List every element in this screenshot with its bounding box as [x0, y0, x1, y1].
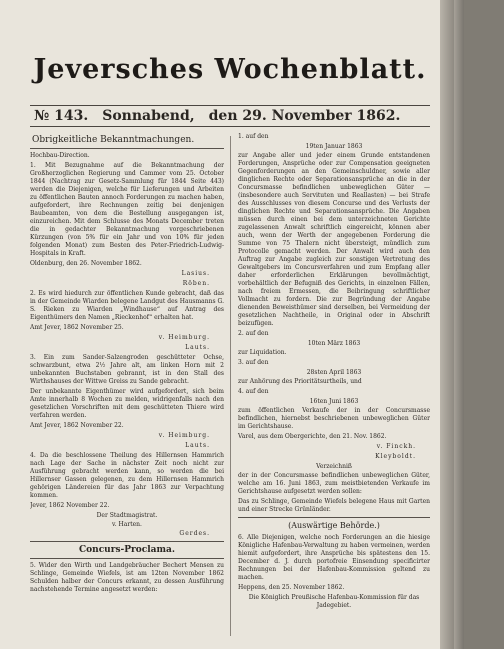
column-divider — [230, 136, 231, 636]
term-4-text: zum öffentlichen Verkaufe der in der Concursmasse befindlichen, hiernebst beschriebenen unbeweglichen Güter im Gerichtshause. — [238, 407, 430, 430]
issue-date: den 29. November 1862. — [208, 108, 401, 124]
section-heading: Obrigkeitliche Bekanntmachungen. — [30, 133, 224, 149]
notice-4-place: Jever, 1862 November 22. — [30, 502, 110, 509]
notice-3: 3. Ein zum Sander-Salzengroden geschütteter Ochse, schwarzbunt, etwa 2½ Jahre alt, am linken Horn mit 2 unbekannten Buchstaben gebrannt, ist in den Stall des Wirthshauses der Wittwe Greiss zu Sande gebracht. — [30, 354, 224, 385]
term-3-label: 3. auf den — [238, 359, 269, 366]
notice-1: 1. Mit Bezugnahme auf die Bekanntmachung der Großherzoglichen Regierung und Cammer vom 25. October 1844 (Nachtrag zur Gesetz-Sammlung für 1844 Seite 443) werden die Diejenigen, welche für Lieferungen und Arbeiten zu öffentlichen Bauten annoch Forderungen zu machen haben, aufgefordert, ihre Rechnungen zeitig bei denjenigen Baubeamten, von dem die Bestellung ausgegangen ist, einzureichen. Mit dem Schlusse des Monats December treten die in gedachter Bekanntmachung vorgeschriebenen Kürzungen (von 5% für ein Jahr und von 10% für jeden folgenden Monat) zum Besten des Peter-Friedrich-Ludwig-Hospitals in Kraft. — [30, 162, 224, 257]
term-2-date: 10ten März 1863 — [307, 340, 361, 347]
notice-3-head: Lauts. — [185, 344, 210, 351]
notice-3b: Der unbekannte Eigenthümer wird aufgefordert, sich beim Amte innerhalb 8 Wochen zu melden, widrigenfalls nach den gesetzlichen Vorschriften mit dem geschütteten Thiere wird verfahren werden. — [30, 388, 224, 419]
term-1-date: 19ten Januar 1863 — [305, 143, 363, 150]
notice-4-signature-3: Gerdes. — [179, 530, 210, 537]
court-signature-2: Kleyboldt. — [375, 453, 416, 460]
masthead-title: Jeversches Wochenblatt. — [33, 54, 427, 85]
inventory-text: der in der Concursmasse befindlichen unbeweglichen Güter, welche am 16. Juni 1863, zum meistbietenden Verkaufe im Gerichtshause aufgesetzt werden sollen: — [238, 472, 430, 495]
notice-2-place: Amt Jever, 1862 November 25. — [30, 324, 124, 331]
notice-4-signature-2: v. Harten. — [112, 521, 142, 528]
concurs-heading: Concurs-Proclama. — [30, 541, 224, 559]
inventory-heading: Verzeichniß — [316, 463, 352, 470]
term-3-date: 28sten April 1863 — [306, 369, 362, 376]
notice-6-signature: Die Königlich Preußische Hafenbau-Kommission für das Jadegebiet. — [248, 594, 420, 609]
right-column — [234, 133, 430, 638]
term-1-label: 1. auf den — [238, 133, 269, 140]
notice-3-place: Amt Jever, 1862 November 22. — [30, 422, 124, 429]
term-4-date: 16ten Juni 1863 — [309, 398, 359, 405]
left-column — [30, 133, 228, 638]
notice-5: 5. Wider den Wirth und Landgebräucher Bechert Mensen zu Schlinge, Gemeinde Wiefels, ist am 12ten November 1862 Schulden halber der Concurs erkannt, zu dessen Ausführung nachstehende Termine angesetzt werden: — [30, 562, 224, 593]
notice-4: 4. Da die beschlossene Theilung des Hillernsen Hammrich nach Lage der Sache in nächster Zeit noch nicht zur Ausführung gebracht werden kann, so werden die bei Hillernser Gassen gelegenen, zu dem Hillernsen Hammrich gehörigen Ländereien für das Jahr 1863 zur Verpachtung kommen. — [30, 452, 224, 499]
notice-4-signature-1: Der Stadtmagistrat. — [96, 512, 158, 519]
term-3-text: zur Anhörung des Prioritätsurtheils, und — [238, 378, 362, 385]
term-2-text: zur Liquidation. — [238, 349, 287, 356]
notice-2-signature: v. Heimburg. — [158, 334, 210, 341]
issue-line — [30, 105, 430, 127]
notice-1-place: Oldenburg, den 26. November 1862. — [30, 260, 142, 267]
issue-day: Sonnabend, — [102, 108, 195, 124]
p1-lead: Hochbau-Direction. — [30, 152, 90, 159]
page-edge-2 — [454, 0, 464, 649]
notice-4-head: Lauts. — [185, 442, 210, 449]
external-authority-heading: (Auswärtige Behörde.) — [238, 517, 430, 531]
notice-6-place: Heppens, den 25. November 1862. — [238, 584, 345, 591]
notice-2: 2. Es wird hiedurch zur öffentlichen Kunde gebracht, daß das in der Gemeinde Wiarden belegene Landgut des Hausmanns G. S. Rieken zu Wiarden „Windhause“ auf Antrag des Eigenthümers den Namen „Rieckenhof“ erhalten hat. — [30, 290, 224, 321]
notice-2-head: Röben. — [182, 280, 210, 287]
notice-1-signature: Lasius. — [181, 270, 210, 277]
court-place: Varel, aus dem Obergerichte, den 21. Nov. 1862. — [238, 433, 387, 440]
term-4-label: 4. auf den — [238, 388, 269, 395]
term-2-label: 2. auf den — [238, 330, 269, 337]
inventory-item: Das zu Schlinge, Gemeinde Wiefels belegene Haus mit Garten und einer Strecke Grünländer. — [238, 498, 430, 513]
issue-number: № 143. — [34, 108, 89, 124]
court-signature-1: v. Finckh. — [376, 443, 416, 450]
notice-6: 6. Alle Diejenigen, welche noch Forderungen an die hiesige Königliche Hafenbau-Verwaltung zu haben vermeinen, werden hiemit aufgefordert, ihre Ansprüche bis spätestens den 15. December d. J. durch portofreie Einsendung specificirter Rechnungen bei der Hafenbau-Kommission geltend zu machen. — [238, 534, 430, 581]
term-1-text: zur Angabe aller und jeder einem Grunde entstandenen Forderungen, Ansprüche oder zur Compensation geeigneten Gegenforderungen an den Gemeinschuldner, sowie aller dinglichen Rechte oder Separationsansprüche an die in der Concursmasse befindlichen unbeweglichen Güter — (insbesondere auch Servituten und Reallasten) — bei Strafe des Ausschlusses von diesem Concurse und des Verlusts der dinglichen Rechte und Separationsansprüche. Die Angaben müssen durch einen bei dem unterzeichneten Gerichte zugelassenen Anwalt schriftlich eingereicht, können aber auch, wenn der Werth der angegebenen Forderung die Summe von 75 Thalern nicht übersteigt, mündlich zum Protocolle gemacht werden. Der Anwalt wird auch den Auftrag zur Angabe zugleich zur sonstigen Vertretung des Gewaltgebers im Concursverfahren und zum Empfang aller daher erforderlichen Erklärungen bevollmächtigt, vorbehältlich der Befugniß des Gerichts, in einzelnen Fällen, nach freiem Ermessen, die Beibringung schriftlicher Vollmacht zu fordern. Die zur Begründung der Angabe dienenden Beweisthümer sind derselben, bei Vermeidung der gesetzlichen Nachtheile, in Original oder in Abschrift beizufügen. — [238, 152, 430, 327]
notice-3-signature: v. Heimburg. — [158, 432, 210, 439]
page-edge — [440, 0, 454, 649]
